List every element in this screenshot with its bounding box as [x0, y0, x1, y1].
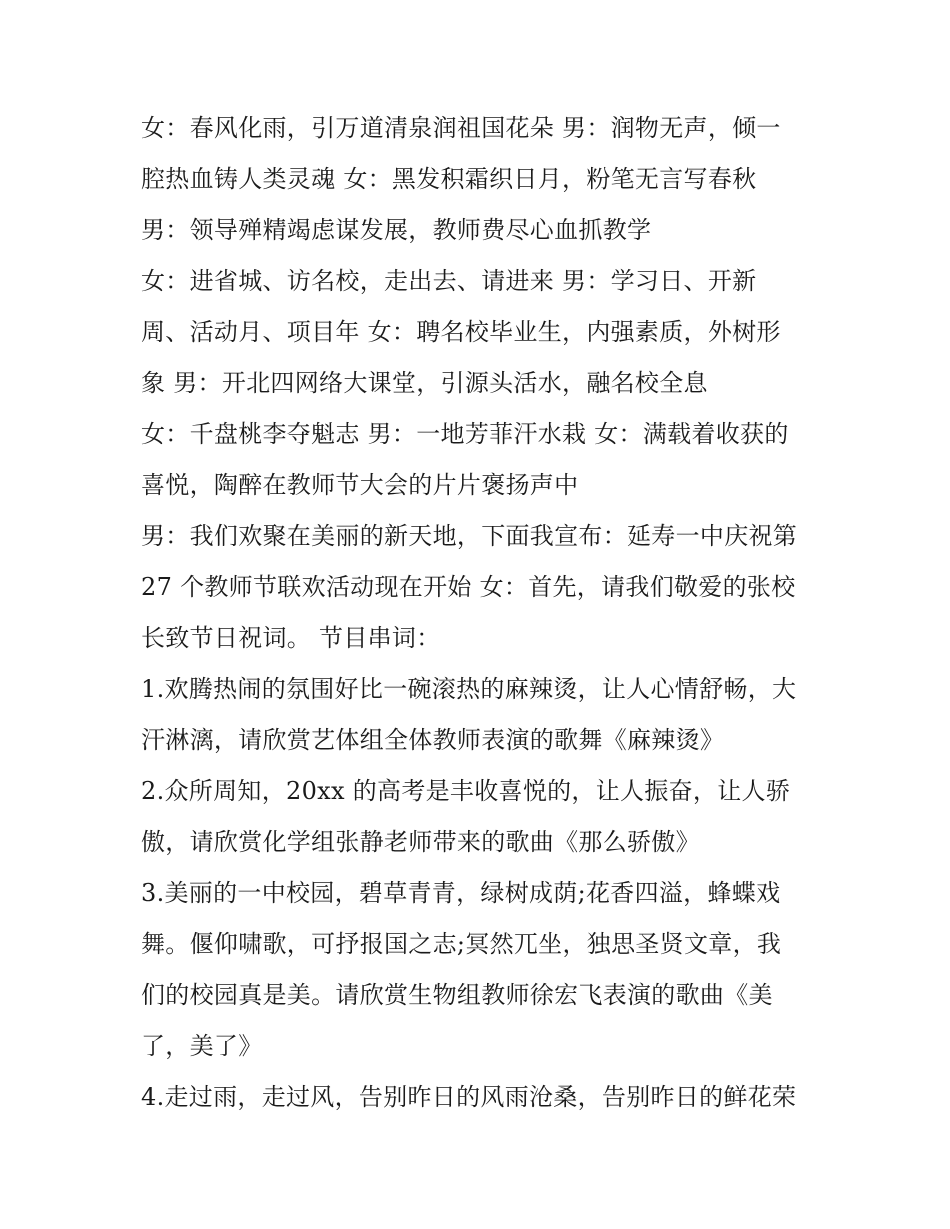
text-line: 象 男：开北四网络大课堂，引源头活水，融名校全息	[141, 369, 708, 397]
text-line: 男：领导殚精竭虑谋发展，教师费尽心血抓教学	[141, 216, 652, 244]
text-line: 汗淋漓，请欣赏艺体组全体教师表演的歌舞《麻辣烫》	[141, 726, 725, 754]
text-line: 们的校园真是美。请欣赏生物组教师徐宏飞表演的歌曲《美	[141, 981, 773, 1009]
text-line: 女：千盘桃李夺魁志 男：一地芳菲汗水栽 女：满载着收获的	[141, 420, 789, 448]
text-line: 了，美了》	[141, 1032, 263, 1060]
text-line: 长致节日祝词。 节目串词：	[141, 624, 441, 652]
text-line: 27 个教师节联欢活动现在开始 女：首先，请我们敬爱的张校	[141, 573, 796, 601]
text-line: 1.欢腾热闹的氛围好比一碗滚热的麻辣烫，让人心情舒畅，大	[141, 675, 797, 703]
text-line: 女：春风化雨，引万道清泉润祖国花朵 男：润物无声，倾一	[141, 114, 781, 142]
text-line: 男：我们欢聚在美丽的新天地，下面我宣布：延寿一中庆祝第	[141, 522, 798, 550]
text-line: 舞。偃仰啸歌，可抒报国之志;冥然兀坐，独思圣贤文章，我	[141, 930, 782, 958]
text-line: 4.走过雨，走过风，告别昨日的风雨沧桑，告别昨日的鲜花荣	[141, 1083, 797, 1111]
text-line: 女：进省城、访名校，走出去、请进来 男：学习日、开新	[141, 267, 757, 295]
text-line: 周、活动月、项目年 女：聘名校毕业生，内强素质，外树形	[141, 318, 781, 346]
text-line: 2.众所周知，20xx 的高考是丰收喜悦的，让人振奋，让人骄	[141, 777, 791, 805]
text-line: 腔热血铸人类灵魂 女：黑发积霜织日月，粉笔无言写春秋	[141, 165, 757, 193]
text-line: 傲，请欣赏化学组张静老师带来的歌曲《那么骄傲》	[141, 828, 700, 856]
text-line: 喜悦，陶醉在教师节大会的片片褒扬声中	[141, 471, 579, 499]
text-line: 3.美丽的一中校园，碧草青青，绿树成荫;花香四溢，蜂蝶戏	[141, 879, 781, 907]
